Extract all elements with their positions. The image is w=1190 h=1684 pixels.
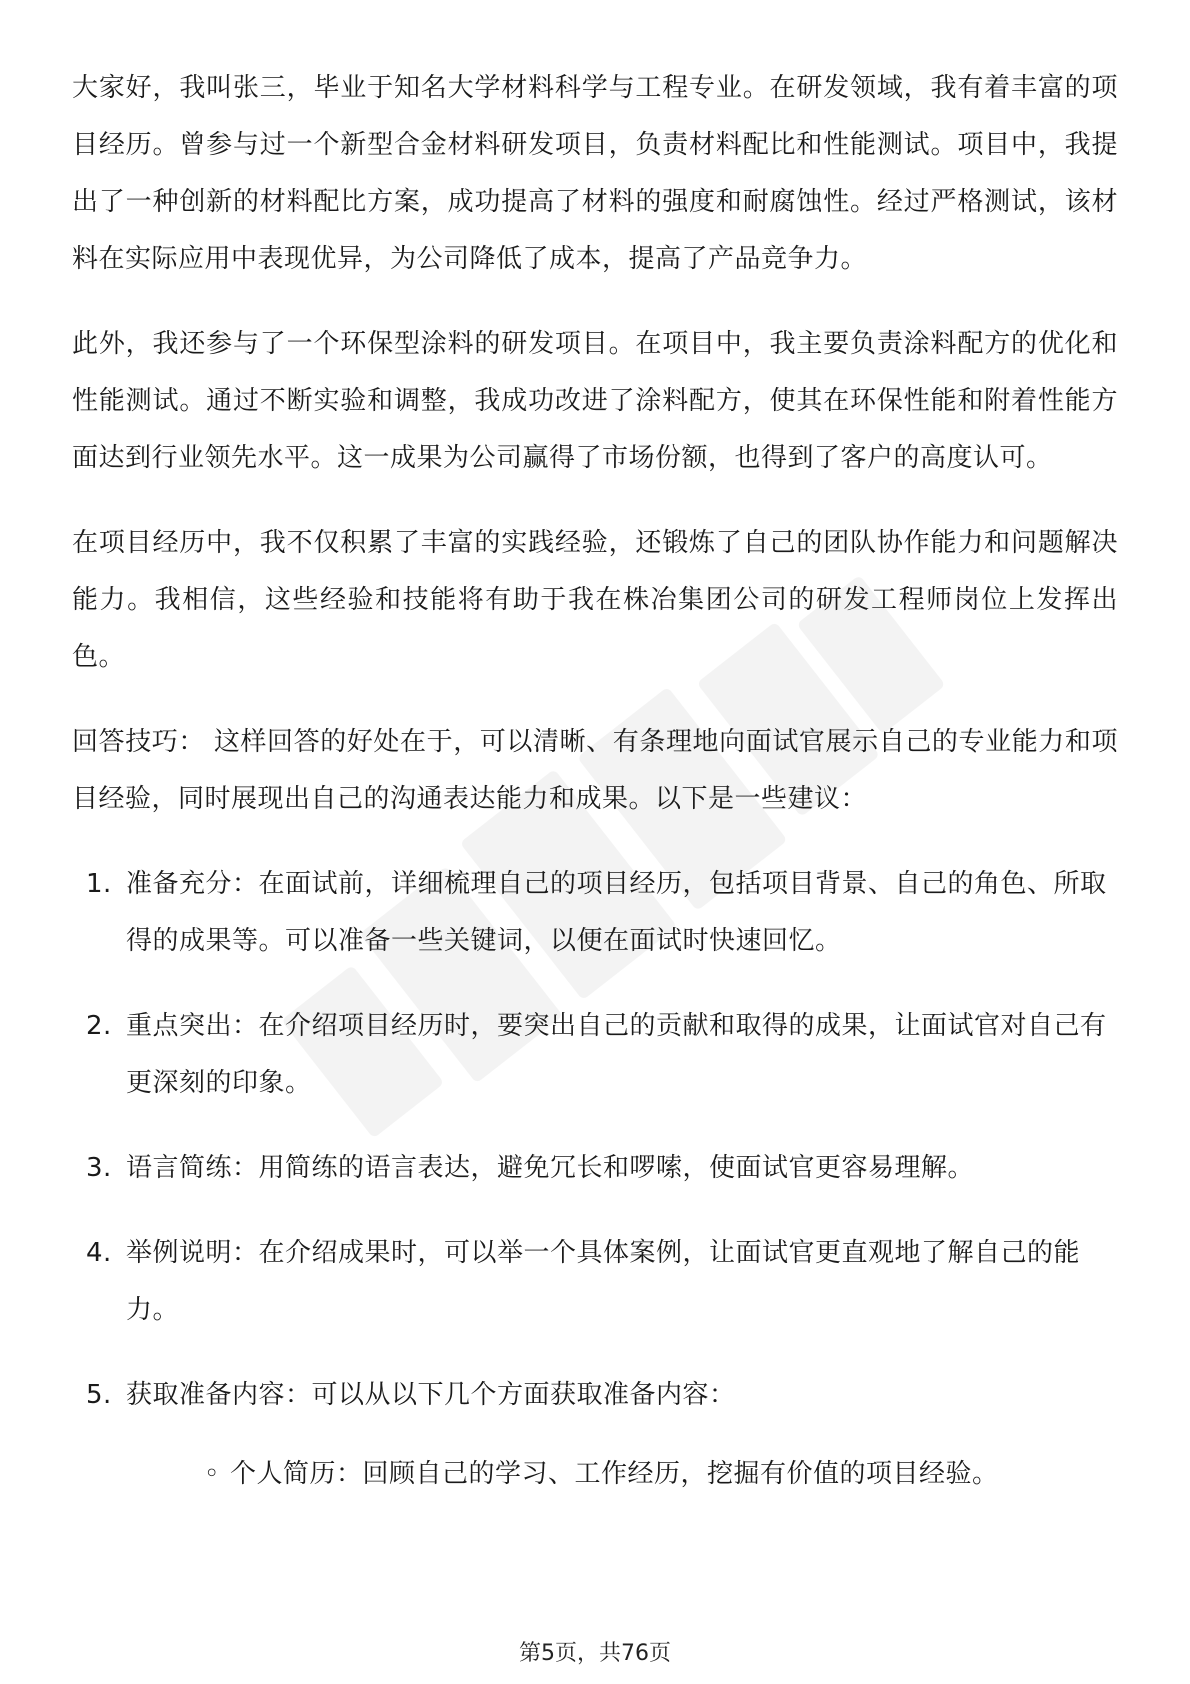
list-item — [72, 856, 1118, 970]
list-text: 举例说明：在介绍成果时，可以举一个具体案例，让面试官更直观地了解自己的能力。 — [126, 1238, 1081, 1325]
list-item — [72, 998, 1118, 1112]
paragraph-project-2: 此外，我还参与了一个环保型涂料的研发项目。在项目中，我主要负责涂料配方的优化和性能测试。通过不断实验和调整，我成功改进了涂料配方，使其在环保性能和附着性能方面达到行业领先水平。这一成果为公司赢得了市场份额，也得到了客户的高度认可。 — [72, 329, 1118, 473]
list-number: 2. — [86, 1011, 112, 1041]
list-text: 重点突出：在介绍项目经历时，要突出自己的贡献和取得的成果，让面试官对自己有更深刻的印象。 — [126, 1011, 1107, 1098]
paragraph-intro: 大家好，我叫张三，毕业于知名大学材料科学与工程专业。在研发领域，我有着丰富的项目经历。曾参与过一个新型合金材料研发项目，负责材料配比和性能测试。项目中，我提出了一种创新的材料配比方案，成功提高了材料的强度和耐腐蚀性。经过严格测试，该材料在实际应用中表现优异，为公司降低了成本，提高了产品竞争力。 — [72, 73, 1118, 274]
page-footer: 第5页，共76页 — [519, 1641, 671, 1666]
list-number: 1. — [86, 869, 112, 899]
sub-list-item — [126, 1446, 1118, 1503]
list-text: 语言简练：用简练的语言表达，避免冗长和啰嗦，使面试官更容易理解。 — [126, 1153, 975, 1183]
list-item — [72, 1225, 1118, 1339]
main-content — [72, 60, 1118, 1531]
bullet-icon: ◦ — [204, 1459, 220, 1489]
list-text: 准备充分：在面试前，详细梳理自己的项目经历，包括项目背景、自己的角色、所取得的成果等。可以准备一些关键词，以便在面试时快速回忆。 — [126, 869, 1107, 956]
list-text: 获取准备内容：可以从以下几个方面获取准备内容： — [126, 1380, 736, 1410]
paragraph-summary: 在项目经历中，我不仅积累了丰富的实践经验，还锻炼了自己的团队协作能力和问题解决能力。我相信，这些经验和技能将有助于我在株冶集团公司的研发工程师岗位上发挥出色。 — [72, 528, 1118, 672]
sub-list-text: 个人简历：回顾自己的学习、工作经历，挖掘有价值的项目经验。 — [230, 1459, 999, 1489]
list-number: 3. — [86, 1153, 112, 1183]
list-number: 5. — [86, 1380, 112, 1410]
list-item — [72, 1140, 1118, 1197]
tips-list — [72, 856, 1118, 1503]
list-number: 4. — [86, 1238, 112, 1268]
list-item — [72, 1367, 1118, 1503]
paragraph-tips: 回答技巧： 这样回答的好处在于，可以清晰、有条理地向面试官展示自己的专业能力和项目经验，同时展现出自己的沟通表达能力和成果。以下是一些建议： — [72, 727, 1118, 814]
